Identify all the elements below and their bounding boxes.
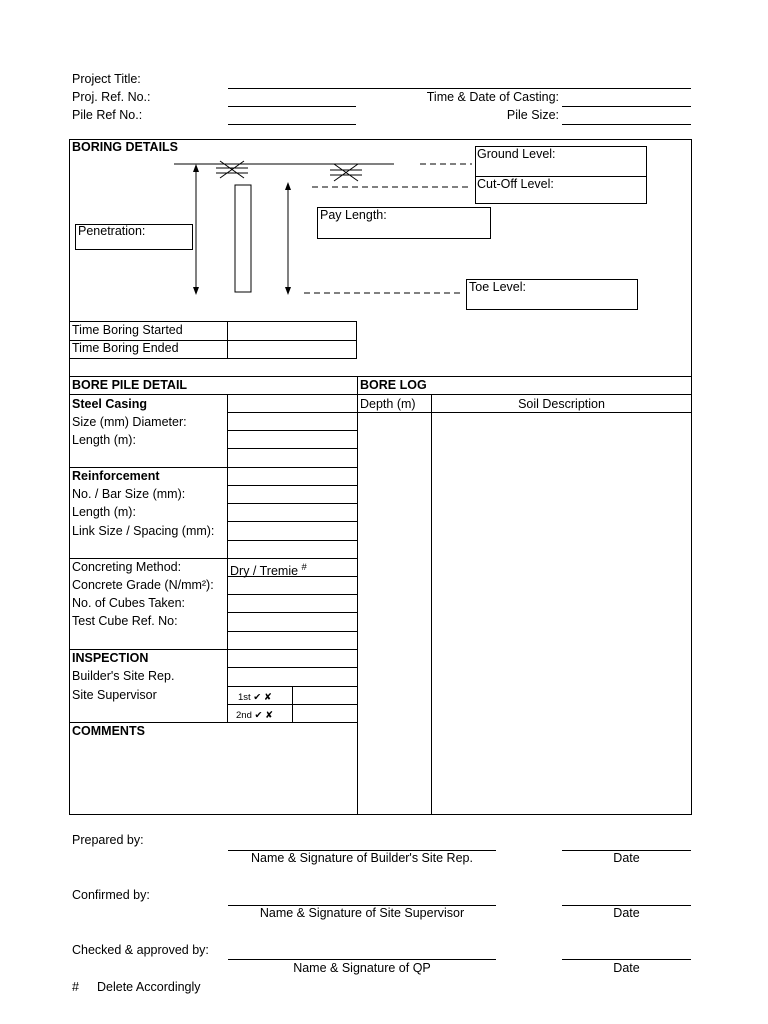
concreting-method-options: Dry / Tremie	[230, 564, 299, 579]
comments-title: COMMENTS	[72, 724, 145, 738]
first-check-field[interactable]	[293, 687, 356, 704]
checked-date-caption: Date	[613, 961, 640, 975]
depth-column[interactable]	[358, 413, 430, 814]
casing-length-label: Length (m):	[72, 433, 136, 447]
reinforcement-length-field[interactable]	[228, 504, 356, 521]
concreting-method-label: Concreting Method:	[72, 560, 182, 574]
bore-log-title: BORE LOG	[360, 378, 427, 392]
steel-casing-title: Steel Casing	[72, 397, 148, 411]
pay-length-label: Pay Length:	[320, 208, 387, 222]
footnote-mark: #	[72, 980, 79, 994]
time-table-bottom	[69, 358, 357, 359]
concrete-grade-label: Concrete Grade (N/mm²):	[72, 578, 214, 592]
link-size-field[interactable]	[228, 522, 356, 539]
first-check[interactable]: 1st ✔ ✘	[238, 692, 272, 703]
size-diameter-label: Size (mm) Diameter:	[72, 415, 187, 429]
group-line	[69, 722, 357, 723]
depth-header: Depth (m)	[360, 397, 416, 411]
row-line	[227, 540, 357, 541]
proj-ref-field[interactable]	[228, 106, 356, 107]
confirmed-caption: Name & Signature of Site Supervisor	[259, 906, 465, 920]
link-size-label: Link Size / Spacing (mm):	[72, 524, 215, 538]
prepared-caption: Name & Signature of Builder's Site Rep.	[251, 851, 473, 865]
prepared-by-label: Prepared by:	[72, 833, 144, 847]
pile-ref-label: Pile Ref No.:	[72, 108, 143, 122]
inspection-title: INSPECTION	[72, 651, 149, 665]
time-date-label: Time & Date of Casting:	[426, 90, 559, 104]
project-title-label: Project Title:	[72, 72, 141, 86]
confirmed-by-label: Confirmed by:	[72, 888, 150, 902]
time-boring-started-label: Time Boring Started	[72, 323, 183, 337]
confirmed-date-caption: Date	[613, 906, 640, 920]
cubes-taken-field[interactable]	[228, 595, 356, 612]
comments-field[interactable]	[70, 740, 356, 814]
checked-caption: Name & Signature of QP	[293, 961, 431, 975]
concreting-method-mark: #	[301, 562, 307, 573]
soil-description-column[interactable]	[432, 413, 691, 814]
bar-size-label: No. / Bar Size (mm):	[72, 487, 186, 501]
time-ended-field[interactable]	[228, 341, 356, 358]
second-check-field[interactable]	[293, 705, 356, 722]
site-supervisor-label: Site Supervisor	[72, 688, 157, 702]
group-line	[69, 649, 357, 650]
bar-size-field[interactable]	[228, 486, 356, 503]
group-line	[69, 467, 357, 468]
section-divider	[69, 376, 692, 377]
pile-size-field[interactable]	[562, 124, 691, 125]
concrete-grade-field[interactable]	[228, 577, 356, 594]
soil-description-header: Soil Description	[518, 397, 605, 411]
boring-details-title: BORING DETAILS	[72, 140, 179, 154]
footnote-text: Delete Accordingly	[97, 980, 201, 994]
ground-level-label: Ground Level:	[477, 147, 556, 161]
row-line	[227, 631, 357, 632]
group-line	[69, 558, 357, 559]
checked-signature-line[interactable]	[228, 959, 496, 960]
test-cube-ref-label: Test Cube Ref. No:	[72, 614, 178, 628]
reinforcement-length-label: Length (m):	[72, 505, 136, 519]
second-check[interactable]: 2nd ✔ ✘	[236, 710, 274, 721]
builder-rep-field[interactable]	[228, 668, 356, 686]
project-title-field[interactable]	[228, 88, 691, 89]
time-started-field[interactable]	[228, 322, 356, 339]
time-boring-ended-label: Time Boring Ended	[72, 341, 179, 355]
time-table-right	[356, 321, 357, 358]
pile-size-label: Pile Size:	[506, 108, 559, 122]
proj-ref-label: Proj. Ref. No.:	[72, 90, 151, 104]
test-cube-ref-field[interactable]	[228, 613, 356, 630]
casing-length-field[interactable]	[228, 431, 356, 448]
checked-date-line[interactable]	[562, 959, 691, 960]
size-diameter-field[interactable]	[228, 413, 356, 430]
time-date-field[interactable]	[562, 106, 691, 107]
reinforcement-title: Reinforcement	[72, 469, 160, 483]
builder-rep-label: Builder's Site Rep.	[72, 669, 175, 683]
checked-by-label: Checked & approved by:	[72, 943, 209, 957]
cut-off-level-label: Cut-Off Level:	[477, 177, 554, 191]
section-header-bottom	[69, 394, 692, 395]
toe-level-label: Toe Level:	[469, 280, 526, 294]
cubes-taken-label: No. of Cubes Taken:	[72, 596, 186, 610]
bore-pile-detail-title: BORE PILE DETAIL	[72, 378, 188, 392]
prepared-date-caption: Date	[613, 851, 640, 865]
penetration-label: Penetration:	[78, 224, 146, 238]
pile-ref-field[interactable]	[228, 124, 356, 125]
row-line	[227, 448, 357, 449]
